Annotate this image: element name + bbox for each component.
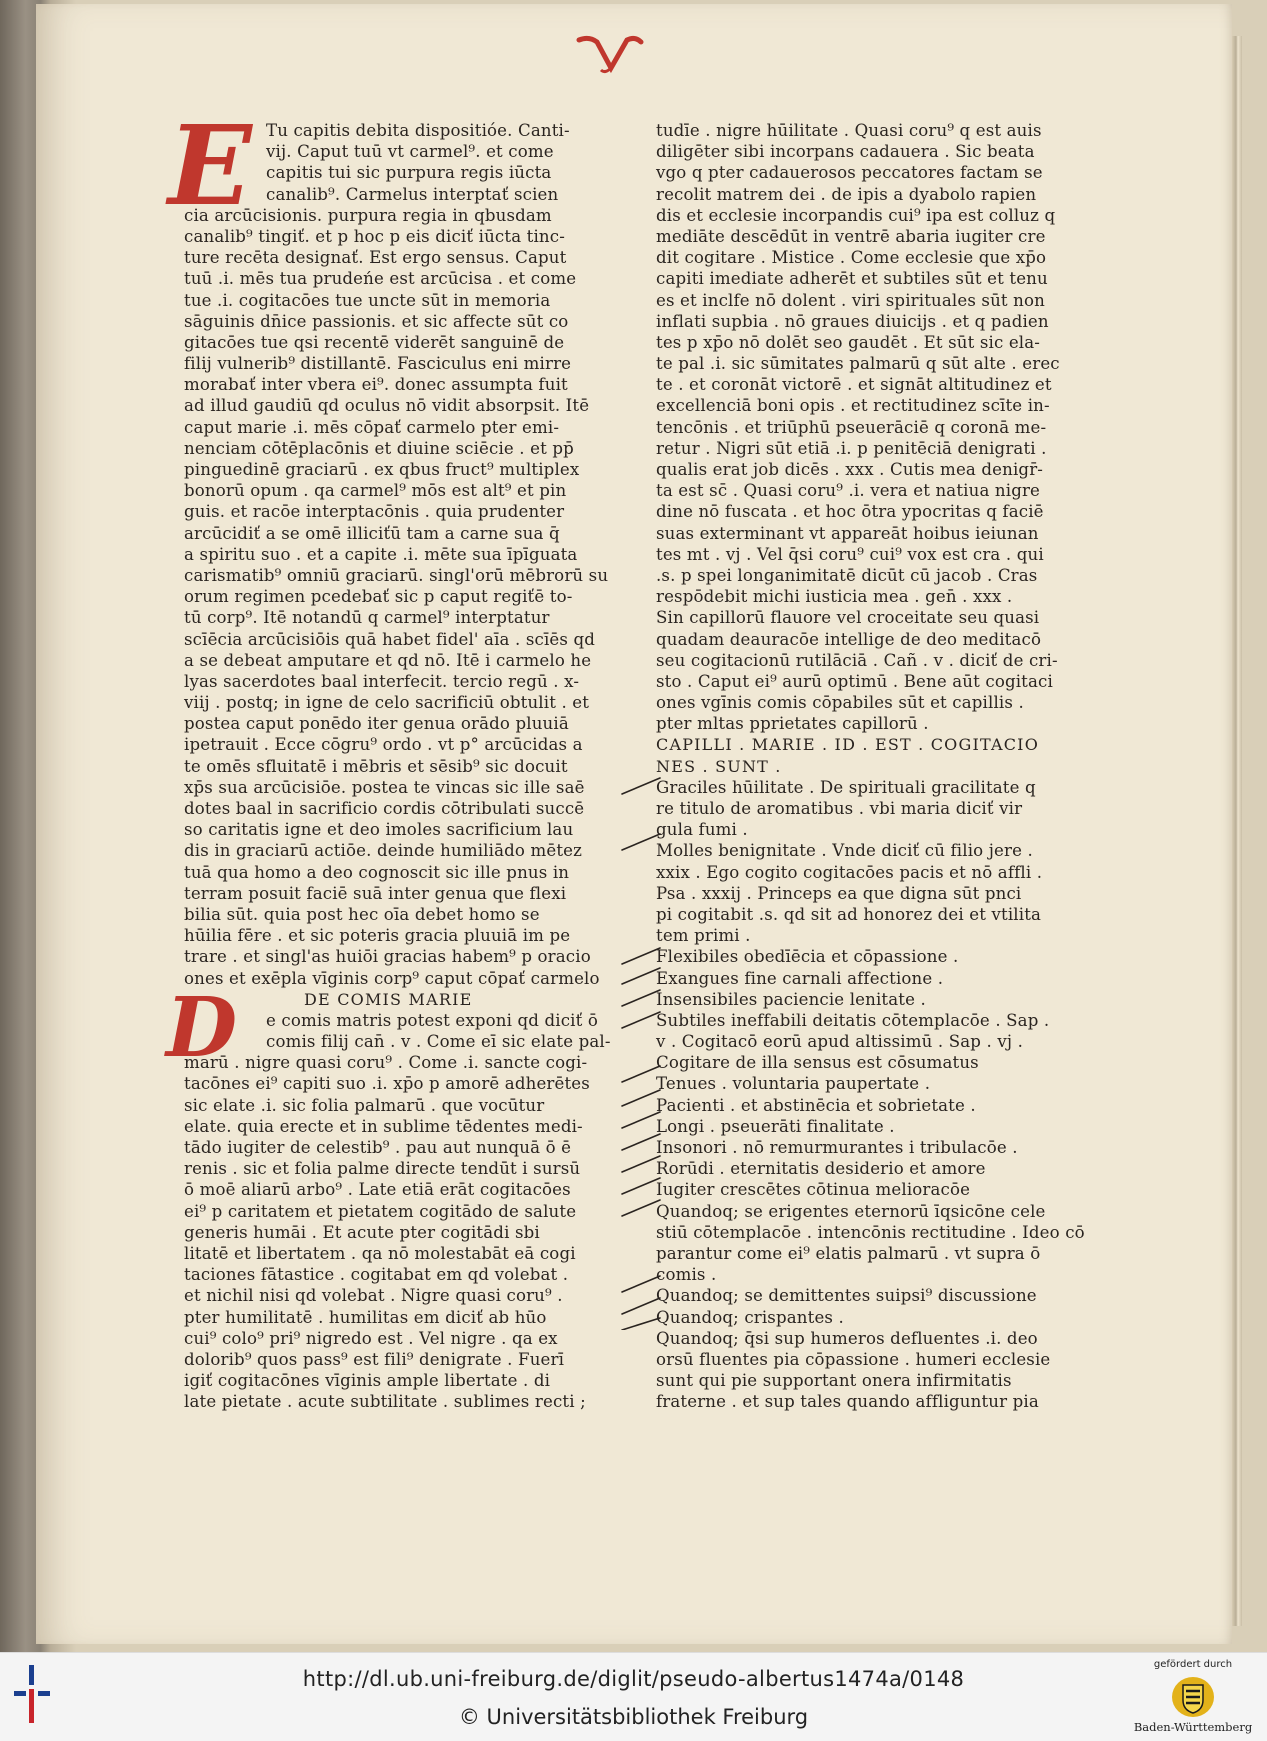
text-line: caput marie .i. mēs cōpať carmelo pter emi-: [184, 417, 560, 437]
text-line: pi cogitabit .s. qd sit ad honorez dei et vtilita: [656, 904, 1042, 924]
text-line: pter humilitatē . humilitas em diciť ab hūo: [184, 1307, 547, 1327]
text-line: trare . et singl'as huiōi gracias habem⁹ p oracio: [184, 947, 591, 967]
text-line: late pietate . acute subtilitate . sublimes recti ;: [184, 1392, 586, 1412]
text-line: comis filij can̄ . v . Come eī sic elate pal-: [266, 1032, 611, 1052]
text-line: tes mt . vj . Vel q̄si coru⁹ cui⁹ vox est cra . qui: [656, 544, 1044, 564]
text-line: sto . Caput ei⁹ aurū optimū . Bene aūt cogitaci: [656, 671, 1053, 691]
text-line: quadam deauracōe intellige de deo meditacō: [656, 629, 1042, 649]
text-line: taciones fātastice . cogitabat em qd volebat .: [184, 1265, 569, 1285]
text-line: dine nō fuscata . et hoc ōtra ypocritas q faciē: [656, 502, 1044, 522]
text-line: seu cogitacionū rutilāciā . Cañ . v . diciť de cri-: [656, 650, 1058, 670]
text-line: cui⁹ colo⁹ pri⁹ nigredo est . Vel nigre . qa ex: [184, 1328, 558, 1348]
text-line: te pal .i. sic sūmitates palmarū q sūt alte . erec: [656, 354, 1060, 374]
text-line: dis et ecclesie incorpandis cui⁹ ipa est colluz q: [656, 205, 1056, 225]
text-line: pter mltas pprietates capillorū .: [656, 714, 929, 734]
text-line: cia arcūcisionis. purpura regia in qbusdam: [184, 205, 552, 225]
text-line: Longi . pseuerāti finalitate .: [656, 1116, 895, 1136]
text-line: ipetrauit . Ecce cōgru⁹ ordo . vt p° arcūcidas a: [184, 735, 583, 755]
text-line: es et inclfe nō dolent . viri spirituales sūt non: [656, 290, 1045, 310]
text-line: orum regimen pcedebať sic p caput regiťē to-: [184, 587, 573, 607]
sponsor-name: Baden-Württemberg: [1133, 1720, 1253, 1734]
sponsor-block: [1133, 1659, 1253, 1734]
text-line: ones vgīnis comis cōpabiles sūt et capillis .: [656, 693, 1024, 713]
text-line: tuā qua homo a deo cognoscit sic ille pnus in: [184, 862, 570, 882]
section-heading: DE COMIS MARIE: [304, 989, 473, 1009]
text-line: Quandoq; se erigentes eternorū īqsicōne cele: [656, 1201, 1046, 1221]
text-line: parantur come ei⁹ elatis palmarū . vt supra ō: [656, 1243, 1041, 1263]
text-line: igiť cogitacōnes vīginis ample libertate . di: [184, 1371, 551, 1391]
text-line: tes p xp̄o nō dolēt seo gaudēt . Et sūt sic ela-: [656, 332, 1041, 352]
text-line: bilia sūt. quia post hec oīa debet homo se: [184, 904, 540, 924]
text-line: Flexibiles obedīēcia et cōpassione .: [656, 947, 959, 967]
text-line: sunt qui pie supportant onera infirmitatis: [656, 1371, 1012, 1391]
text-line: ad illud gaudiū qd oculus nō vidit absorpsit. Itē: [184, 396, 590, 416]
text-line: Subtiles ineffabili deitatis cōtemplacōe . Sap .: [656, 1010, 1050, 1030]
text-line: Rorūdi . eternitatis desiderio et amore: [656, 1159, 986, 1179]
text-line: tem primi .: [656, 926, 751, 946]
text-line: tudīe . nigre hūilitate . Quasi coru⁹ q est auis: [656, 121, 1042, 140]
text-line: recolit matrem dei . de ipis a dyabolo rapien: [656, 184, 1037, 204]
text-line: Sin capillorū flauore vel croceitate seu quasi: [656, 608, 1040, 628]
text-line: Insonori . nō remurmurantes i tribulacōe .: [656, 1138, 1018, 1157]
text-line: terram posuit faciē suā inter genua que flexi: [184, 883, 567, 903]
text-line: renis . sic et folia palme directe tendūt i sursū: [184, 1159, 581, 1179]
text-line: inflati supbia . nō graues diuicijs . et q padien: [656, 311, 1049, 331]
text-line: lyas sacerdotes baal interfecit. tercio regū . x-: [184, 671, 580, 691]
right-text-column: [656, 120, 1085, 1412]
text-line: ture recēta designať. Est ergo sensus. Caput: [184, 248, 567, 268]
text-line: suas exterminant vt appareāt hoibus ieiunan: [656, 523, 1039, 543]
text-line: nenciam cōtēplacōnis et diuine sciēcie . et pp̄: [184, 438, 574, 458]
text-line: hūilia fēre . et sic poteris gracia pluuiā im pe: [184, 926, 571, 946]
text-line: orsū fluentes pia cōpassione . humeri ecclesie: [656, 1349, 1051, 1369]
text-line: ta est sc̄ . Quasi coru⁹ .i. vera et natiua nigre: [656, 481, 1041, 501]
text-line: v . Cogitacō eorū apud altissimū . Sap . vj .: [656, 1032, 1024, 1052]
text-line: canalib⁹. Carmelus interptať scien: [266, 184, 559, 204]
text-line: so caritatis igne et deo imoles sacrificium lau: [184, 820, 574, 840]
left-text-column: [184, 120, 611, 1412]
text-line: te . et coronāt victorē . et signāt altitudinez et: [656, 375, 1052, 395]
text-line: respōdebit michi iusticia mea . gen̄ . xxx .: [656, 587, 1013, 607]
text-line: retur . Nigri sūt etiā .i. p penitēciā denigrati .: [656, 438, 1047, 458]
text-line: Cogitare de illa sensus est cōsumatus: [656, 1053, 979, 1073]
text-line: tencōnis . et triūphū pseuerāciē q coronā me-: [656, 417, 1047, 437]
state-crest-icon: [1171, 1676, 1215, 1718]
text-line: Pacienti . et abstinēcia et sobrietate .: [656, 1095, 976, 1115]
text-line: tādo iugiter de celestib⁹ . pau aut nunquā ō ē: [184, 1138, 572, 1157]
text-line: dis in graciarū actiōe. deinde humiliādo mētez: [184, 841, 582, 861]
text-line: Graciles hūilitate . De spirituali gracilitate q: [656, 777, 1036, 797]
text-line: re titulo de aromatibus . vbi maria diciť vir: [656, 799, 1023, 818]
text-line: scīēcia arcūcisiōis quā habet fidel' aīa . scīēs qd: [184, 629, 596, 649]
text-line: xxix . Ego cogito cogitacōes pacis et nō affli .: [656, 862, 1043, 882]
text-line: tuū .i. mēs tua prudeńe est arcūcisa . et come: [184, 269, 577, 289]
text-line: capitis tui sic purpura regis iūcta: [266, 163, 552, 183]
text-line: xp̄s sua arcūcisiōe. postea te vincas sic ille saē: [184, 777, 585, 797]
text-line: guis. et racōe interptacōnis . quia prudenter: [184, 502, 565, 522]
text-line: vgo q pter cadauerosos peccatores factam se: [656, 163, 1043, 183]
text-line: tue .i. cogitacōes tue uncte sūt in memoria: [184, 290, 551, 310]
text-line: vij. Caput tuū vt carmel⁹. et come: [266, 142, 554, 162]
text-line: e comis matris potest exponi qd diciť ō: [266, 1010, 598, 1030]
text-line: gula fumi .: [656, 820, 748, 840]
text-line: Psa . xxxij . Princeps ea que digna sūt pnci: [656, 883, 1022, 903]
text-line: ei⁹ p caritatem et pietatem cogitādo de salute: [184, 1201, 577, 1221]
folio-mark: [575, 32, 645, 76]
text-line: et nichil nisi qd volebat . Nigre quasi coru⁹ .: [184, 1286, 563, 1306]
initial-letter-e: E: [168, 101, 252, 230]
text-line: dolorib⁹ quos pass⁹ est fili⁹ denigrate . Fuerī: [184, 1349, 565, 1369]
text-line: te omēs sfluitatē i mēbris et sēsib⁹ sic docuit: [184, 756, 568, 776]
text-line: mediāte descēdūt in ventrē abaria iugiter cre: [656, 226, 1046, 246]
text-line: .s. p spei longanimitatē dicūt cū jacob . Cras: [656, 565, 1038, 585]
text-line: filij vulnerib⁹ distillantē. Fasciculus eni mirre: [184, 354, 572, 374]
rubric-heading: CAPILLI . MARIE . ID . EST . COGITACIO: [656, 735, 1040, 755]
text-line: Quandoq; q̄si sup humeros defluentes .i. deo: [656, 1328, 1038, 1348]
text-line: canalib⁹ tingiť. et p hoc p eis diciť iūcta tinc-: [184, 226, 565, 246]
text-line: Tu capitis debita dispositióe. Canti-: [266, 121, 570, 140]
text-line: dit cogitare . Mistice . Come ecclesie que xp̄o: [656, 248, 1047, 268]
text-line: gitacōes tue qsi recentē viderēt sanguinē de: [184, 332, 565, 352]
text-line: arcūcidiť a se omē illiciťū tam a carne sua q̄: [184, 523, 560, 543]
footer-copyright: © Universitätsbibliothek Freiburg: [458, 1705, 809, 1729]
text-line: Molles benignitate . Vnde diciť cū filio jere .: [656, 841, 1033, 861]
text-line: tū corp⁹. Itē notandū q carmel⁹ interptatur: [184, 608, 550, 628]
text-line: a se debeat amputare et qd nō. Itē i carmelo he: [184, 650, 592, 670]
initial-letter-d: D: [166, 980, 238, 1076]
text-line: viij . postq; in igne de celo sacrificiū obtulit . et: [184, 693, 590, 713]
text-line: qualis erat job dicēs . xxx . Cutis mea denigr̄-: [656, 460, 1044, 479]
text-line: dotes baal in sacrificio cordis cōtribulati succē: [184, 799, 585, 818]
sponsor-label: gefördert durch: [1153, 1659, 1233, 1670]
text-line: pinguedinē graciarū . ex qbus fruct⁹ multiplex: [184, 460, 580, 479]
text-line: a spiritu suo . et a capite .i. mēte sua īpīguata: [184, 544, 578, 564]
text-line: Iugiter crescētes cōtinua melioracōe: [656, 1180, 971, 1200]
text-line: litatē et libertatem . qa nō molestabāt eā cogi: [184, 1243, 576, 1263]
text-line: bonorū opum . qa carmel⁹ mōs est alt⁹ et pin: [184, 481, 567, 501]
text-line: postea caput ponēdo iter genua orādo pluuiā: [184, 714, 569, 734]
text-line: diligēter sibi incorpans cadauera . Sic beata: [656, 142, 1035, 162]
text-line: ones et exēpla vīginis corp⁹ caput cōpať carmelo: [184, 968, 600, 988]
text-line: Insensibiles paciencie lenitate .: [656, 989, 926, 1009]
text-line: elate. quia erecte et in sublime tēdentes medi-: [184, 1116, 583, 1136]
text-line: generis humāi . Et acute pter cogitādi sbi: [184, 1222, 540, 1242]
text-line: capiti imediate adherēt et subtiles sūt et tenu: [656, 269, 1048, 289]
rubric-heading: NES . SUNT .: [656, 756, 782, 776]
footer-url-link[interactable]: http://dl.ub.uni-freiburg.de/diglit/pseudo-albertus1474a/0148: [302, 1667, 965, 1691]
text-line: fraterne . et sup tales quando affliguntur pia: [656, 1392, 1039, 1412]
text-line: Exangues fine carnali affectione .: [656, 968, 944, 988]
text-line: carismatib⁹ omniū graciarū. singl'orū mēbrorū su: [184, 565, 609, 585]
footer-bar: [0, 1652, 1267, 1741]
text-line: Quandoq; se demittentes suipsi⁹ discussione: [656, 1286, 1037, 1306]
text-line: marū . nigre quasi coru⁹ . Come .i. sancte cogi-: [184, 1053, 588, 1073]
text-line: morabať inter vbera ei⁹. donec assumpta fuit: [184, 375, 568, 395]
margin-marks: [620, 770, 672, 1330]
text-line: tacōnes ei⁹ capiti suo .i. xp̄o p amorē adherētes: [184, 1074, 590, 1094]
page-edge: [1232, 36, 1242, 1626]
text-line: sic elate .i. sic folia palmarū . que vocūtur: [184, 1095, 545, 1115]
text-line: stiū cōtemplacōe . intencōnis rectitudine . Ideo cō: [656, 1222, 1085, 1242]
text-line: ō moē aliarū arbo⁹ . Late etiā erāt cogitacōes: [184, 1180, 571, 1200]
text-line: excellenciā boni opis . et rectitudinez scīte in-: [656, 396, 1050, 416]
text-line: Tenues . voluntaria paupertate .: [656, 1074, 931, 1094]
text-line: comis .: [656, 1265, 717, 1285]
text-line: Quandoq; crispantes .: [656, 1307, 844, 1327]
text-line: sāguinis dn̄ice passionis. et sic affecte sūt co: [184, 311, 569, 331]
